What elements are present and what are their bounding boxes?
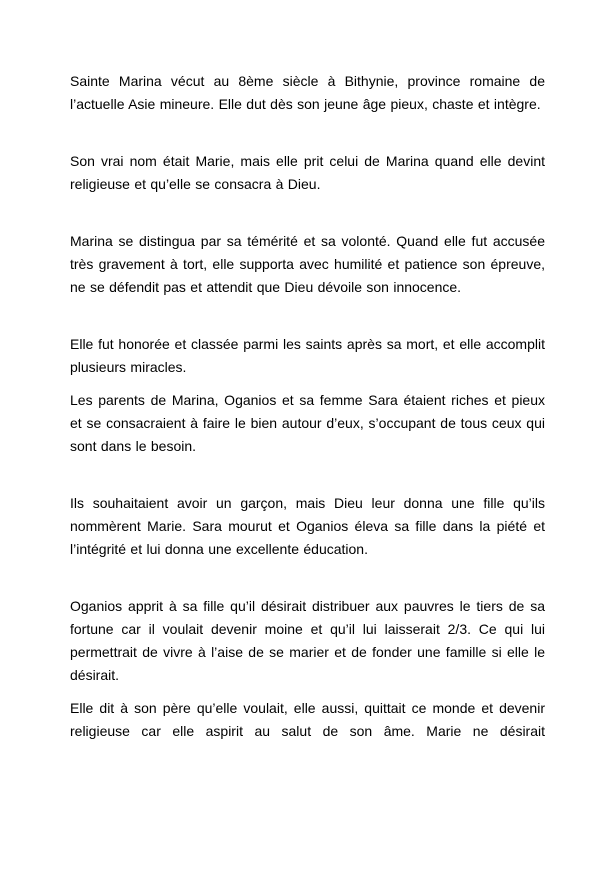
paragraph: Elle fut honorée et classée parmi les saints après sa mort, et elle accomplit plusieurs miracles. — [70, 336, 545, 375]
paragraph: Sainte Marina vécut au 8ème siècle à Bithynie, province romaine de l’actuelle Asie mineure. Elle dut dès son jeune âge pieux, chaste et intègre. — [70, 73, 545, 112]
paragraph: Oganios apprit à sa fille qu’il désirait distribuer aux pauvres le tiers de sa fortune car il voulait devenir moine et qu’il lui laisserait 2/3. Ce qui lui permettrait de vivre à l’aise de se marier et de fonder une famille si elle le désirait. — [70, 598, 545, 683]
paragraph: Elle dit à son père qu’elle voulait, elle aussi, quittait ce monde et devenir religieuse car elle aspirit au salut de son âme. Marie ne désirait — [70, 700, 545, 739]
paragraph: Marina se distingua par sa témérité et sa volonté. Quand elle fut accusée très gravement à tort, elle supporta avec humilité et patience son épreuve, ne se défendit pas et attendit que Dieu dévoile son innocence. — [70, 233, 545, 295]
paragraph: Les parents de Marina, Oganios et sa femme Sara étaient riches et pieux et se consacraient à faire le bien autour d’eux, s’occupant de tous ceux qui sont dans le besoin. — [70, 392, 545, 454]
paragraph: Ils souhaitaient avoir un garçon, mais Dieu leur donna une fille qu’ils nommèrent Marie. Sara mourut et Oganios éleva sa fille dans la piété et l’intégrité et lui donna une excellente éducation. — [70, 495, 545, 557]
paragraph: Son vrai nom était Marie, mais elle prit celui de Marina quand elle devint religieuse et qu’elle se consacra à Dieu. — [70, 153, 545, 192]
